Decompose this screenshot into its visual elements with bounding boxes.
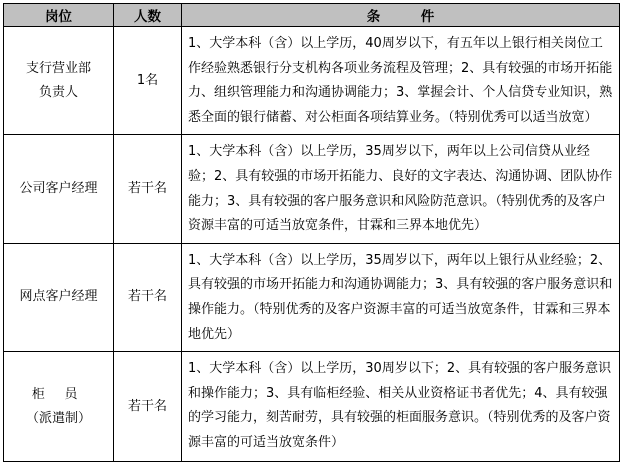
table-row [4, 352, 620, 462]
header-conditions: 条 件 [182, 4, 620, 27]
position-cell [4, 27, 114, 135]
position-line: 公司客户经理 [19, 181, 98, 197]
table-row [4, 135, 620, 243]
position-cell [4, 243, 114, 351]
recruitment-table [3, 3, 620, 462]
position-line: 网点客户经理 [19, 289, 98, 305]
header-position: 岗位 [4, 4, 114, 27]
position-cell [4, 352, 114, 462]
table-row [4, 243, 620, 351]
conditions-cell: 1、大学本科（含）以上学历，35周岁以下，两年以上公司信贷从业经验；2、具有较强的市场开拓能力、良好的文字表达、沟通协调、团队协作能力；3、具有较强的客户服务意识和风险防范意识。（特别优秀的及客户资源丰富的可适当放宽条件，甘霖和三界本地优先） [182, 135, 620, 243]
count-cell: 1名 [114, 27, 182, 135]
position-line: 支行营业部 [25, 60, 91, 76]
conditions-cell: 1、大学本科（含）以上学历，40周岁以下，有五年以上银行相关岗位工作经验熟悉银行分支机构各项业务流程及管理；2、具有较强的市场开拓能力、组织管理能力和沟通协调能力；3、掌握会计、个人信贷专业知识，熟悉全面的银行储蓄、对公柜面各项结算业务。（特别优秀可以适当放宽） [182, 27, 620, 135]
position-line: 柜 员 [31, 386, 86, 402]
position-line: （派遣制） [25, 410, 91, 426]
position-line: 负责人 [38, 84, 78, 100]
count-cell: 若干名 [114, 135, 182, 243]
count-cell: 若干名 [114, 352, 182, 462]
count-cell: 若干名 [114, 243, 182, 351]
conditions-cell: 1、大学本科（含）以上学历，35周岁以下，两年以上银行从业经验；2、具有较强的市场开拓能力和沟通协调能力；3、具有较强的客户服务意识和操作能力。（特别优秀的及客户资源丰富的可适当放宽条件，甘霖和三界本地优先） [182, 243, 620, 351]
conditions-cell: 1、大学本科（含）以上学历，30周岁以下；2、具有较强的客户服务意识和操作能力；3、具有临柜经验、相关从业资格证书者优先；4、具有较强的学习能力，刻苦耐劳，具有较强的柜面服务意识。（特别优秀的及客户资源丰富的可适当放宽条件） [182, 352, 620, 462]
table-header-row [4, 4, 620, 27]
position-cell [4, 135, 114, 243]
header-count: 人数 [114, 4, 182, 27]
table-row [4, 27, 620, 135]
